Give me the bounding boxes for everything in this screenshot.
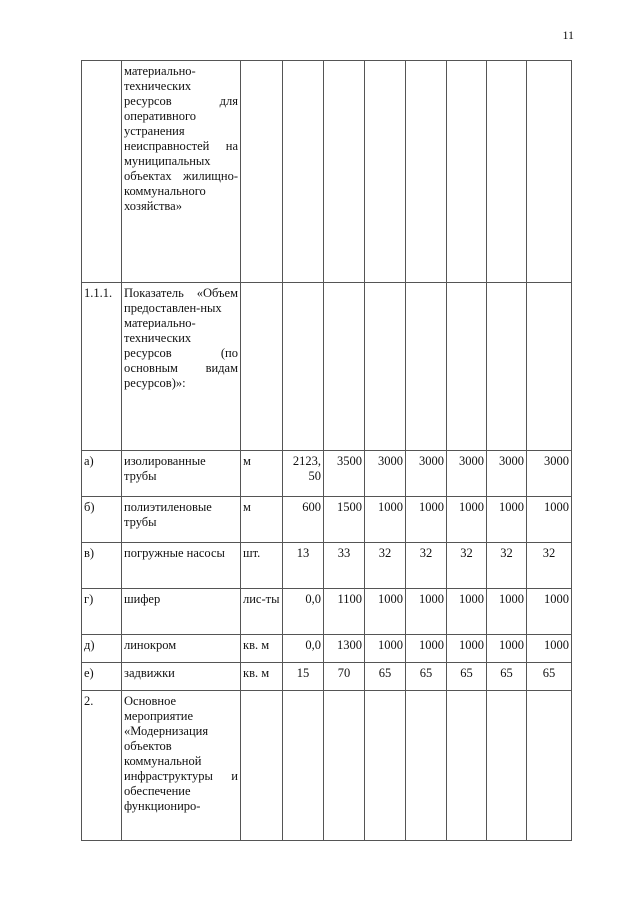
row-name: погружные насосы [122,543,241,589]
row-value [365,283,406,451]
table-row [82,283,572,451]
row-value [406,61,447,283]
row-value: 3000 [487,451,527,497]
row-value: 1000 [406,589,447,635]
row-value: 0,0 [283,635,324,663]
row-number: в) [82,543,122,589]
row-number [82,61,122,283]
row-value: 1000 [527,635,572,663]
row-value [527,61,572,283]
row-number: 2. [82,691,122,841]
resource-table [81,60,572,841]
row-unit [241,283,283,451]
row-value: 32 [447,543,487,589]
row-unit: кв. м [241,635,283,663]
row-value: 33 [324,543,365,589]
row-value: 1000 [365,635,406,663]
row-value [406,691,447,841]
row-value [527,283,572,451]
row-value: 3000 [365,451,406,497]
row-value: 32 [527,543,572,589]
row-name: шифер [122,589,241,635]
row-value [487,691,527,841]
row-value: 1300 [324,635,365,663]
row-unit: кв. м [241,663,283,691]
table-row [82,497,572,543]
row-value [447,61,487,283]
row-value: 2123, 50 [283,451,324,497]
row-value: 1000 [487,589,527,635]
row-value: 3000 [527,451,572,497]
row-value: 1000 [365,589,406,635]
row-number: д) [82,635,122,663]
row-value [527,691,572,841]
row-value [324,691,365,841]
row-number: 1.1.1. [82,283,122,451]
table-row [82,635,572,663]
row-name: полиэтиленовые трубы [122,497,241,543]
table-row [82,589,572,635]
row-value: 3000 [447,451,487,497]
row-value: 1000 [527,589,572,635]
row-value: 3500 [324,451,365,497]
row-unit: лис-ты [241,589,283,635]
row-value: 1000 [447,589,487,635]
row-value: 1000 [527,497,572,543]
row-value [283,691,324,841]
row-unit: шт. [241,543,283,589]
row-value: 1000 [447,635,487,663]
row-value [283,61,324,283]
row-value [487,61,527,283]
row-value [324,61,365,283]
table-row [82,543,572,589]
row-value: 1000 [487,635,527,663]
row-value: 3000 [406,451,447,497]
row-name: линокром [122,635,241,663]
table-row [82,691,572,841]
row-value: 32 [487,543,527,589]
row-number: е) [82,663,122,691]
row-name: задвижки [122,663,241,691]
row-value: 65 [406,663,447,691]
page-number: 11 [562,28,574,42]
row-value [406,283,447,451]
row-value [283,283,324,451]
row-value [447,691,487,841]
row-value: 1000 [365,497,406,543]
table-row [82,663,572,691]
row-number: г) [82,589,122,635]
row-value [447,283,487,451]
row-value: 0,0 [283,589,324,635]
row-value: 65 [487,663,527,691]
row-value: 70 [324,663,365,691]
row-value: 32 [365,543,406,589]
row-unit: м [241,451,283,497]
row-value [487,283,527,451]
row-name: Основное мероприятие «Модернизация объектов коммунальной инфраструктуры и обеспечение функциониро- [122,691,241,841]
row-value: 13 [283,543,324,589]
row-value: 600 [283,497,324,543]
row-value: 32 [406,543,447,589]
table-body [82,61,572,841]
row-value: 1000 [406,635,447,663]
row-value: 65 [527,663,572,691]
row-value: 1500 [324,497,365,543]
row-value: 65 [365,663,406,691]
row-unit [241,691,283,841]
row-value: 1100 [324,589,365,635]
table-row [82,61,572,283]
row-unit [241,61,283,283]
row-value: 1000 [406,497,447,543]
row-name: изолированные трубы [122,451,241,497]
row-value [365,61,406,283]
row-value [324,283,365,451]
row-name: материально-технических ресурсов для оперативного устранения неисправностей на муниципальных объектах жилищно-коммунального хозяйства» [122,61,241,283]
row-value: 15 [283,663,324,691]
row-name: Показатель «Объем предоставлен-ных материально-технических ресурсов (по основным видам ресурсов)»: [122,283,241,451]
row-number: а) [82,451,122,497]
row-number: б) [82,497,122,543]
row-value [365,691,406,841]
row-value: 1000 [487,497,527,543]
table-row [82,451,572,497]
row-value: 1000 [447,497,487,543]
row-unit: м [241,497,283,543]
row-value: 65 [447,663,487,691]
